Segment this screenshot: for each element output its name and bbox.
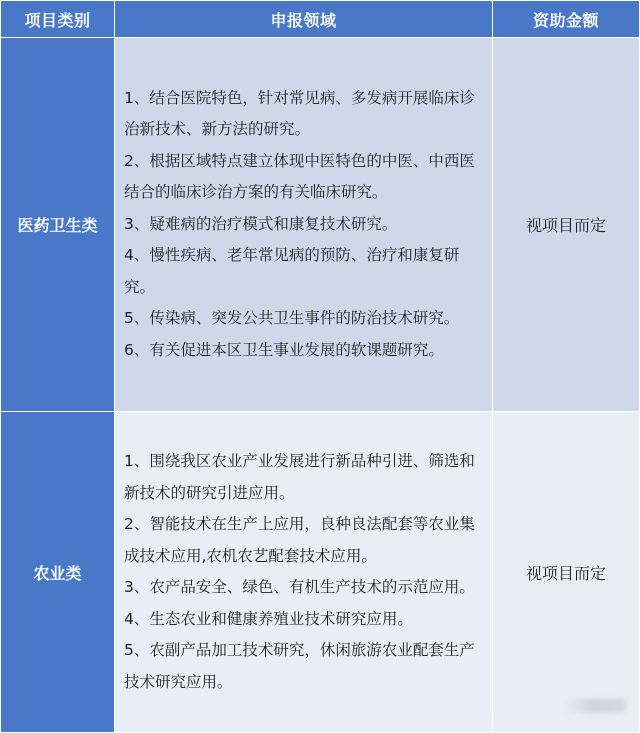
category-agriculture: 农业类 (1, 412, 115, 732)
amount-agriculture: 视项目而定 (493, 412, 639, 732)
list-item: 4、慢性疾病、老年常见病的预防、治疗和康复研究。 (124, 246, 460, 296)
header-amount: 资助金额 (493, 1, 639, 38)
list-item: 3、农产品安全、绿色、有机生产技术的示范应用。 (124, 578, 475, 596)
category-medical: 医药卫生类 (1, 38, 115, 412)
list-item: 1、结合医院特色，针对常见病、多发病开展临床诊治新技术、新方法的研究。 (124, 88, 475, 139)
watermark (564, 699, 626, 713)
header-field: 申报领域 (115, 1, 493, 38)
header-category: 项目类别 (1, 1, 115, 38)
list-item: 5、传染病、突发公共卫生事件的防治技术研究。 (124, 309, 460, 328)
amount-medical: 视项目而定 (493, 38, 639, 412)
fields-medical (115, 38, 493, 412)
list-item: 4、生态农业和健康养殖业技术研究应用。 (124, 609, 413, 628)
list-item: 3、疑难病的治疗模式和康复技术研究。 (124, 214, 398, 233)
fields-agriculture (115, 412, 493, 732)
list-item: 6、有关促进本区卫生事业发展的软课题研究。 (124, 340, 444, 359)
funding-table (1, 1, 639, 732)
list-item: 5、农副产品加工技术研究，休闲旅游农业配套生产技术研究应用。 (124, 641, 475, 691)
list-item: 2、根据区域特点建立体现中医特色的中医、中西医结合的临床诊治方案的有关临床研究。 (124, 151, 475, 202)
list-item: 1、围绕我区农业产业发展进行新品种引进、筛选和新技术的研究引进应用。 (124, 452, 475, 502)
list-item: 2、智能技术在生产上应用，良种良法配套等农业集成技术应用,农机农艺配套技术应用。 (124, 515, 475, 565)
